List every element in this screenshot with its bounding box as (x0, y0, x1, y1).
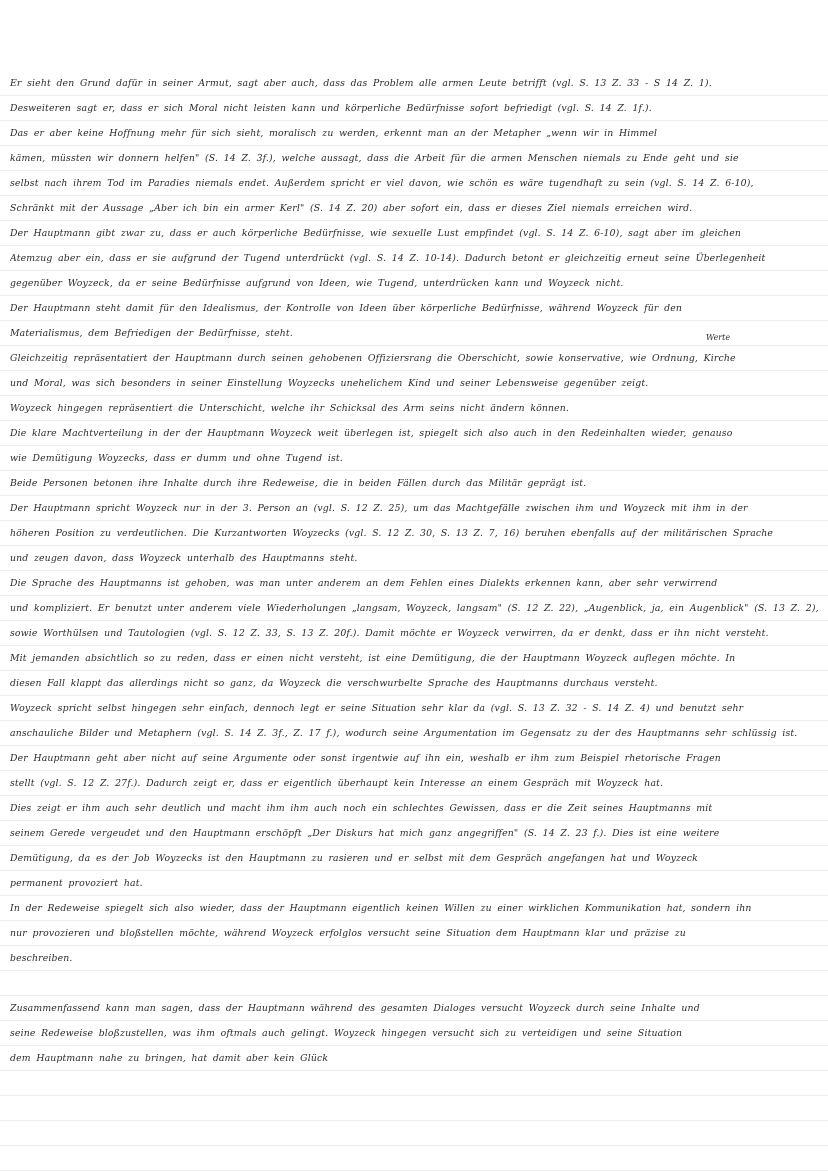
text-line: diesen Fall klappt das allerdings nicht so ganz, da Woyzeck die verschwurbelte Sprache des Hauptmanns durchaus versteht. (10, 678, 658, 689)
text-line: dem Hauptmann nahe zu bringen, hat damit aber kein Glück (10, 1053, 329, 1064)
text-line: Der Hauptmann geht aber nicht auf seine Argumente oder sonst irgentwie auf ihn ein, weshalb er ihm zum Beispiel rhetorische Fragen (10, 753, 721, 764)
text-line: Die Sprache des Hauptmanns ist gehoben, was man unter anderem an dem Fehlen eines Dialekts erkennen kann, aber sehr verwirrend (10, 578, 718, 589)
text-line: Materialismus, dem Befriedigen der Bedürfnisse, steht. (10, 328, 293, 339)
text-line: Mit jemanden absichtlich so zu reden, dass er einen nicht versteht, ist eine Demütigung, die der Hauptmann Woyzeck auflegen möchte. In (10, 653, 736, 664)
text-line: seine Redeweise bloßzustellen, was ihm oftmals auch gelingt. Woyzeck hingegen versucht sich zu verteidigen und seine Situation (10, 1028, 683, 1039)
text-line: permanent provoziert hat. (10, 878, 143, 889)
text-line: Dies zeigt er ihm auch sehr deutlich und macht ihm ihm auch noch ein schlechtes Gewissen, dass er die Zeit seines Hauptmanns mit (10, 803, 713, 814)
text-line: Schränkt mit der Aussage „Aber ich bin ein armer Kerl" (S. 14 Z. 20) aber sofort ein, dass er dieses Ziel niemals erreichen wird. (10, 203, 693, 214)
text-line: Der Hauptmann steht damit für den Idealismus, der Kontrolle von Ideen über körperliche Bedürfnisse, während Woyzeck für den (10, 303, 683, 314)
text-line: Der Hauptmann gibt zwar zu, dass er auch körperliche Bedürfnisse, wie sexuelle Lust empfindet (vgl. S. 14 Z. 6-10), sagt aber im gleichen (10, 228, 741, 239)
text-line: Woyzeck hingegen repräsentiert die Unterschicht, welche ihr Schicksal des Arm seins nicht ändern können. (10, 403, 570, 414)
text-line: nur provozieren und bloßstellen möchte, während Woyzeck erfolglos versucht seine Situation dem Hauptmann klar und präzise zu (10, 928, 686, 939)
text-line: gegenüber Woyzeck, da er seine Bedürfnisse aufgrund von Ideen, wie Tugend, unterdrücken kann und Woyzeck nicht. (10, 278, 624, 289)
text-line: Das er aber keine Hoffnung mehr für sich sieht, moralisch zu werden, erkennt man an der Metapher „wenn wir in Himmel (10, 128, 658, 139)
text-line: wie Demütigung Woyzecks, dass er dumm und ohne Tugend ist. (10, 453, 343, 464)
text-line: selbst nach ihrem Tod im Paradies niemals endet. Außerdem spricht er viel davon, wie schön es wäre tugendhaft zu sein (vgl. S. 14 Z. 6-10), (10, 178, 754, 189)
inserted-word: Werte (706, 333, 731, 342)
text-line: beschreiben. (10, 953, 73, 964)
text-line: Gleichzeitig repräsentatiert der Hauptmann durch seinen gehobenen Offiziersrang die Oberschicht, sowie konservative, wie Ordnung, Kirche (10, 353, 736, 364)
text-line: sowie Worthülsen und Tautologien (vgl. S. 12 Z. 33, S. 13 Z. 20f.). Damit möchte er Woyzeck verwirren, da er denkt, dass er ihn nicht versteht. (10, 628, 769, 639)
text-line: Der Hauptmann spricht Woyzeck nur in der 3. Person an (vgl. S. 12 Z. 25), um das Machtgefälle zwischen ihm und Woyzeck mit ihm in der (10, 503, 748, 514)
text-line: Beide Personen betonen ihre Inhalte durch ihre Redeweise, die in beiden Fällen durch das Militär geprägt ist. (10, 478, 587, 489)
text-line: und zeugen davon, dass Woyzeck unterhalb des Hauptmanns steht. (10, 553, 358, 564)
text-line: Die klare Machtverteilung in der der Hauptmann Woyzeck weit überlegen ist, spiegelt sich also auch in den Redeinhalten wieder, genauso (10, 428, 733, 439)
text-line: Er sieht den Grund dafür in seiner Armut, sagt aber auch, dass das Problem alle armen Leute betrifft (vgl. S. 13 Z. 33 - S 14 Z. 1). (10, 78, 712, 89)
text-line: und kompliziert. Er benutzt unter anderem viele Wiederholungen „langsam, Woyzeck, langsam" (S. 12 Z. 22), „Augenblick, ja, ein Augenblick" (S. 13 Z. 2), (10, 603, 819, 614)
text-line: und Moral, was sich besonders in seiner Einstellung Woyzecks unehelichem Kind und seiner Lebensweise gegenüber zeigt. (10, 378, 649, 389)
text-line: seinem Gerede vergeudet und den Hauptmann erschöpft „Der Diskurs hat mich ganz angegriffen" (S. 14 Z. 23 f.). Dies ist eine weitere (10, 828, 720, 839)
text-line: Desweiteren sagt er, dass er sich Moral nicht leisten kann und körperliche Bedürfnisse sofort befriedigt (vgl. S. 14 Z. 1f.). (10, 103, 652, 114)
text-line: Woyzeck spricht selbst hingegen sehr einfach, dennoch legt er seine Situation sehr klar da (vgl. S. 13 Z. 32 - S. 14 Z. 4) und benutzt sehr (10, 703, 744, 714)
handwritten-text-block (10, 71, 822, 1071)
text-line: kämen, müssten wir donnern helfen" (S. 14 Z. 3f.), welche aussagt, dass die Arbeit für die armen Menschen niemals zu Ende geht und sie (10, 153, 739, 164)
text-line: höheren Position zu verdeutlichen. Die Kurzantworten Woyzecks (vgl. S. 12 Z. 30, S. 13 Z. 7, 16) beruhen ebenfalls auf der militärischen Sprache (10, 528, 774, 539)
text-line: anschauliche Bilder und Metaphern (vgl. S. 14 Z. 3f., Z. 17 f.), wodurch seine Argumentation im Gegensatz zu der des Hauptmanns sehr schlüssig ist. (10, 728, 798, 739)
text-line: Zusammenfassend kann man sagen, dass der Hauptmann während des gesamten Dialoges versucht Woyzeck durch seine Inhalte und (10, 1003, 700, 1014)
text-line: Demütigung, da es der Job Woyzecks ist den Hauptmann zu rasieren und er selbst mit dem Gespräch angefangen hat und Woyzeck (10, 853, 698, 864)
text-line: stellt (vgl. S. 12 Z. 27f.). Dadurch zeigt er, dass er eigentlich überhaupt kein Interesse an einem Gespräch mit Woyzeck hat. (10, 778, 664, 789)
text-line: In der Redeweise spiegelt sich also wieder, dass der Hauptmann eigentlich keinen Willen zu einer wirklichen Kommunikation hat, sondern ihn (10, 903, 752, 914)
text-line (10, 971, 822, 996)
text-line: Atemzug aber ein, dass er sie aufgrund der Tugend unterdrückt (vgl. S. 14 Z. 10-14). Dadurch betont er gleichzeitig erneut seine Überlegenheit (10, 253, 766, 264)
